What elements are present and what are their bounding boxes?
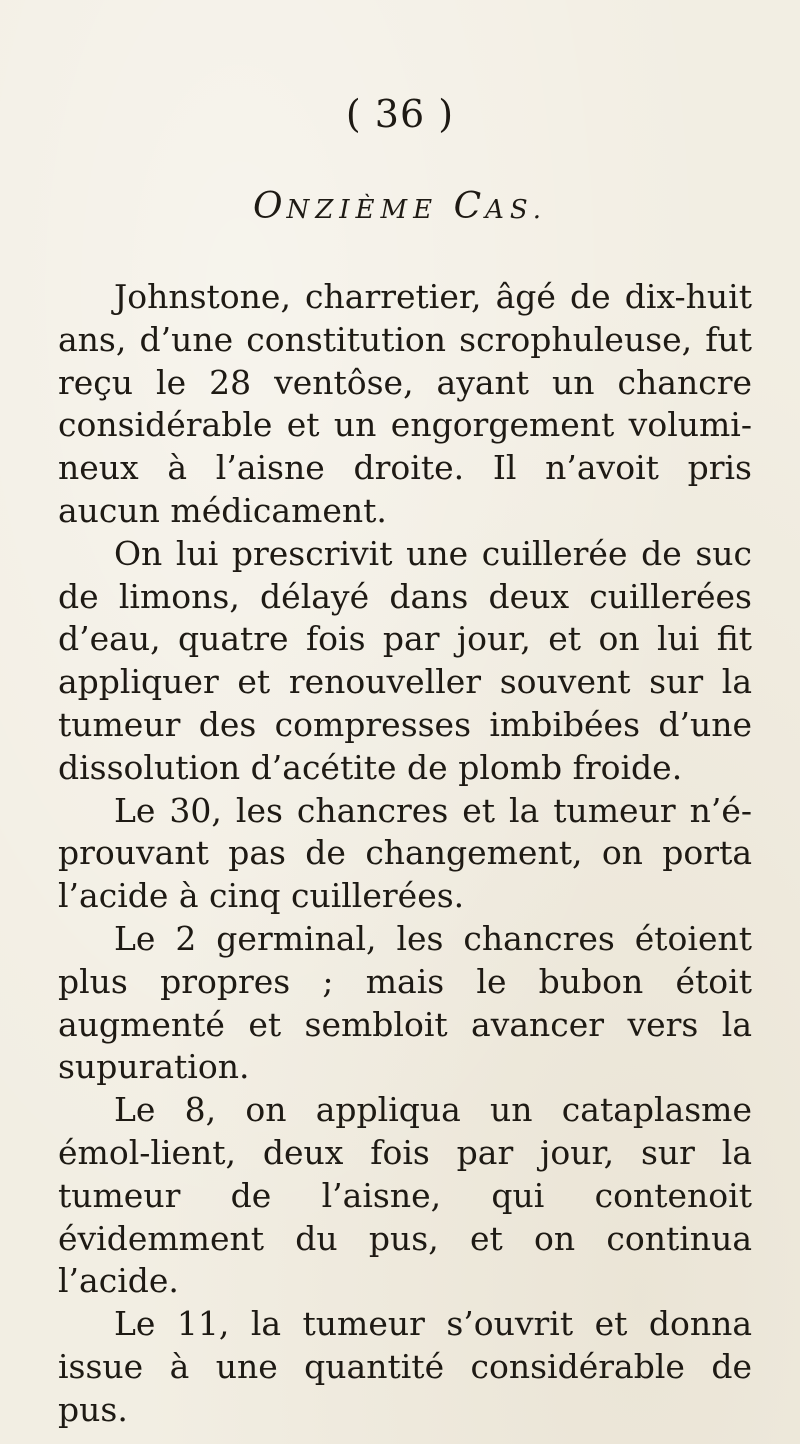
paragraph: Le 2 germinal, les chancres étoient plus propres ; mais le bubon étoit augmenté et sembloit avancer vers la supuration. [58, 918, 752, 1087]
title-word-2-rest: AS. [485, 195, 548, 225]
paragraph: Le 11, la tumeur s’ouvrit et donna issue à une quantité considérable de pus. [58, 1304, 752, 1429]
body-text [58, 276, 752, 1432]
paragraph: Johnstone, charretier, âgé de dix-huit ans, d’une constitution scrophuleuse, fut reçu le 28 ventôse, ayant un chancre considérable et un engorgement volumi-neux à l’aisne droite. Il n’avoit pris aucun médicament. [58, 277, 752, 530]
paragraph: Le 30, les chancres et la tumeur n’é-prouvant pas de changement, on porta l’acide à cinq cuillerées. [58, 790, 752, 916]
paragraph: On lui prescrivit une cuillerée de suc de limons, délayé dans deux cuillerées d’eau, quatre fois par jour, et on lui fit appliquer et renouveller souvent sur la tumeur des compresses imbibées d’une dissolution d’acétite de plomb froide. [58, 533, 752, 787]
page-number: ( 36 ) [345, 92, 455, 136]
title-word-1-initial: O [252, 186, 287, 227]
paragraph: Le 8, on appliqua un cataplasme émol-lient, deux fois par jour, sur la tumeur de l’aisne, qui contenoit évidemment du pus, et on continua l’acide. [58, 1090, 752, 1301]
title-word-1-rest: NZIÈME [286, 195, 439, 225]
title-word-2-initial: C [453, 186, 486, 227]
section-title [0, 186, 800, 227]
